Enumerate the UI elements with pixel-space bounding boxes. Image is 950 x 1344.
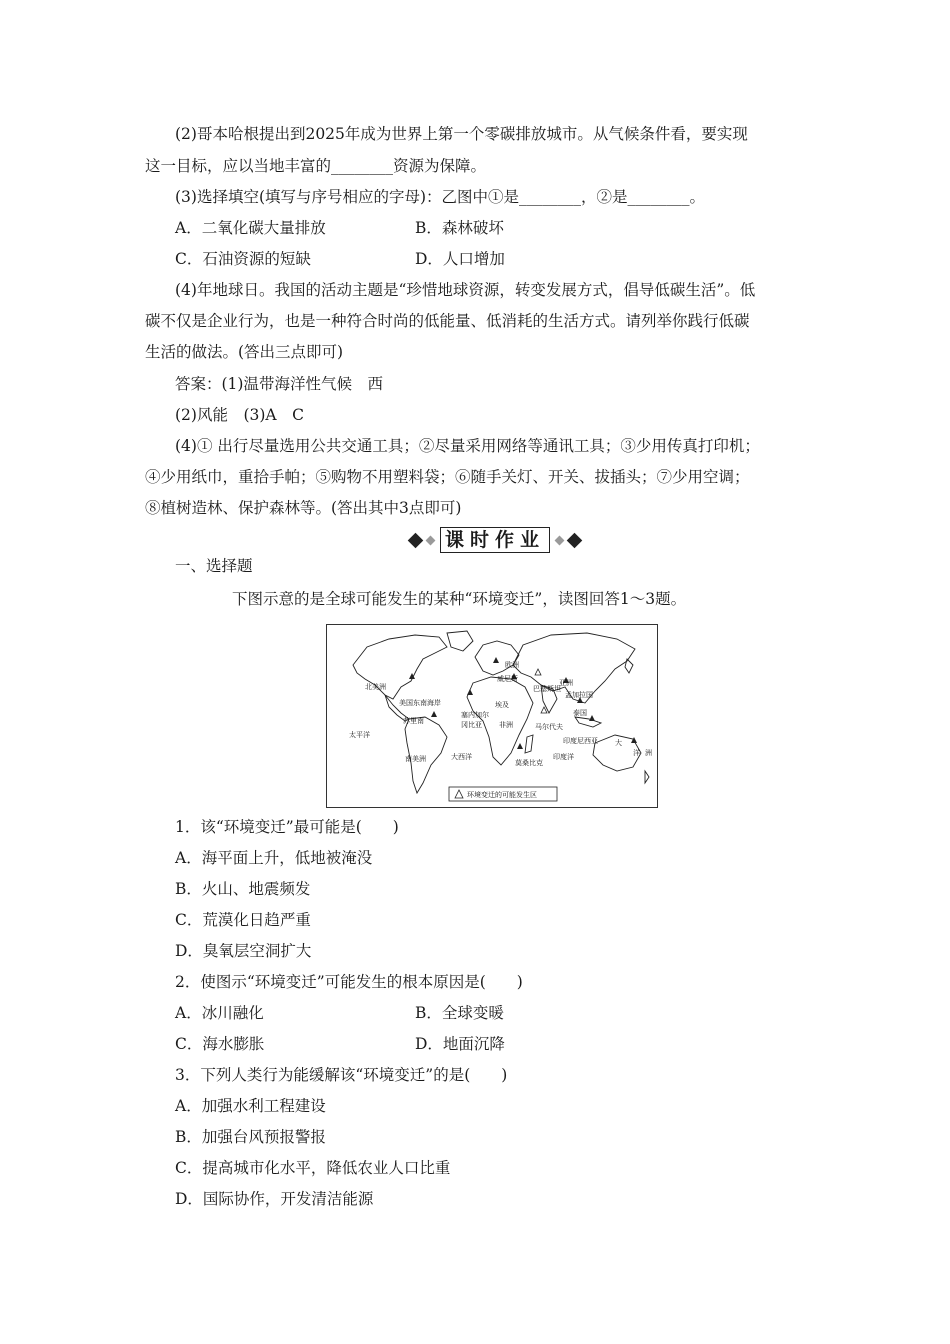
q4-line-1: (4)年地球日。我国的活动主题是“珍惜地球资源，转变发展方式，倡导低碳生活”。低 bbox=[175, 281, 756, 299]
answer-line-2-text: (2)风能 (3)A C bbox=[175, 406, 304, 424]
q3-option-d: D．人口增加 bbox=[415, 250, 505, 268]
label-indonesia: 印度尼西亚 bbox=[563, 737, 598, 745]
label-senegal: 塞内加尔 bbox=[461, 711, 489, 719]
label-asia: 亚洲 bbox=[559, 679, 573, 687]
risk-marker-oceania bbox=[631, 737, 637, 743]
label-atlantic: 大西洋 bbox=[451, 753, 472, 761]
q1-option-d: D．臭氧层空洞扩大 bbox=[175, 942, 312, 960]
q2-option-b: B．全球变暖 bbox=[415, 1004, 504, 1022]
label-bangladesh: 孟加拉国 bbox=[565, 691, 593, 699]
q3-options-row-1 bbox=[175, 218, 504, 238]
label-surinam: 苏里南 bbox=[403, 717, 424, 725]
madagascar-outline bbox=[525, 735, 533, 753]
intro-text: 下图示意的是全球可能发生的某种“环境变迁”，读图回答1～3题。 bbox=[232, 590, 687, 608]
risk-marker-mozambique bbox=[517, 743, 523, 749]
label-oceania-1: 大 bbox=[615, 739, 622, 747]
section-title: 一、选择题 bbox=[175, 557, 253, 575]
q4-line-2: 碳不仅是企业行为，也是一种符合时尚的低能量、低消耗的生活方式。请列举你践行低碳 bbox=[145, 312, 750, 330]
answer-line-2 bbox=[175, 405, 304, 425]
q2-options-row-1 bbox=[175, 1003, 504, 1023]
q3-option-d: D．国际协作，开发清洁能源 bbox=[175, 1190, 374, 1208]
q3-option-b: B．加强台风预报警报 bbox=[175, 1128, 326, 1146]
q3-option-c: C．石油资源的短缺 bbox=[175, 250, 311, 268]
diamond-icon bbox=[426, 535, 436, 545]
japan-outline bbox=[625, 659, 633, 673]
risk-marker-venice bbox=[493, 657, 499, 663]
new-zealand-outline bbox=[645, 771, 649, 783]
label-europe: 欧洲 bbox=[505, 661, 519, 669]
europe-outline bbox=[475, 641, 519, 675]
world-map bbox=[327, 625, 657, 807]
q3-options-row-2 bbox=[175, 249, 505, 269]
q3-option-c: C．提高城市化水平，降低农业人口比重 bbox=[175, 1159, 451, 1177]
q3-stem: 3．下列人类行为能缓解该“环境变迁”的是( ) bbox=[175, 1066, 508, 1084]
q3-line: (3)选择填空(填写与序号相应的字母)：乙图中①是________，②是________。 bbox=[175, 188, 706, 206]
label-pakistan: 巴基斯坦 bbox=[533, 685, 561, 693]
label-pacific: 太平洋 bbox=[349, 731, 370, 739]
label-africa: 非洲 bbox=[499, 721, 513, 729]
label-south-america: 南美洲 bbox=[405, 755, 426, 763]
q2-line-1: (2)哥本哈根提出到2025年成为世界上第一个零碳排放城市。从气候条件看，要实现 bbox=[175, 125, 748, 143]
label-egypt: 埃及 bbox=[495, 701, 509, 709]
banner-title: 课时作业 bbox=[440, 527, 550, 553]
world-map-figure bbox=[326, 624, 658, 808]
label-maldives: 马尔代夫 bbox=[535, 723, 563, 731]
answer-line-5: ⑧植树造林、保护森林等。(答出其中3点即可) bbox=[145, 499, 462, 517]
label-venice: 威尼斯 bbox=[497, 675, 518, 683]
q2-option-d: D．地面沉降 bbox=[415, 1035, 505, 1053]
diamond-icon bbox=[567, 532, 583, 548]
q2-option-c: C．海水膨胀 bbox=[175, 1035, 265, 1053]
label-mozambique: 莫桑比克 bbox=[515, 759, 543, 767]
q1-option-b: B．火山、地震频发 bbox=[175, 880, 311, 898]
q1-option-c: C．荒漠化日趋严重 bbox=[175, 911, 311, 929]
label-thailand: 泰国 bbox=[573, 709, 587, 717]
label-oceania-2: 洋 bbox=[633, 749, 640, 757]
risk-marker-pakistan bbox=[535, 669, 541, 675]
legend-text: 环境变迁的可能发生区 bbox=[467, 791, 537, 799]
label-us-coast: 美国东南海岸 bbox=[399, 699, 441, 707]
risk-marker-indonesia bbox=[589, 715, 595, 721]
q1-option-a: A．海平面上升，低地被淹没 bbox=[175, 849, 373, 867]
q3-option-a: A．二氧化碳大量排放 bbox=[175, 219, 326, 237]
q2-stem: 2．使图示“环境变迁”可能发生的根本原因是( ) bbox=[175, 973, 523, 991]
risk-marker-surinam bbox=[431, 711, 437, 717]
q3-option-b: B．森林破坏 bbox=[415, 219, 504, 237]
answer-line-4: ④少用纸巾，重拾手帕；⑤购物不用塑料袋；⑥随手关灯、开关、拔插头；⑦少用空调； bbox=[145, 468, 750, 486]
answer-line-1: 答案：(1)温带海洋性气候 西 bbox=[175, 375, 383, 393]
section-banner bbox=[392, 527, 598, 553]
q3-option-a: A．加强水利工程建设 bbox=[175, 1097, 326, 1115]
q2-line-2-text: 这一目标，应以当地丰富的________资源为保障。 bbox=[145, 157, 487, 175]
q4-line-3: 生活的做法。(答出三点即可) bbox=[145, 343, 344, 361]
diamond-icon bbox=[408, 532, 424, 548]
q2-options-row-2 bbox=[175, 1034, 505, 1054]
q2-line-2 bbox=[145, 156, 486, 176]
q1-stem: 1．该“环境变迁”最可能是( ) bbox=[175, 818, 399, 836]
label-gambia: 冈比亚 bbox=[461, 721, 482, 729]
indonesia-outline bbox=[575, 717, 601, 727]
q2-option-a: A．冰川融化 bbox=[175, 1004, 264, 1022]
label-indian-ocean: 印度洋 bbox=[553, 753, 574, 761]
risk-marker-senegal bbox=[467, 689, 473, 695]
label-north-america: 北美洲 bbox=[365, 683, 386, 691]
greenland-outline bbox=[447, 631, 473, 651]
diamond-icon bbox=[555, 535, 565, 545]
answer-line-3: (4)① 出行尽量选用公共交通工具；②尽量采用网络等通讯工具；③少用传真打印机； bbox=[175, 437, 760, 455]
label-oceania-3: 洲 bbox=[645, 749, 652, 757]
